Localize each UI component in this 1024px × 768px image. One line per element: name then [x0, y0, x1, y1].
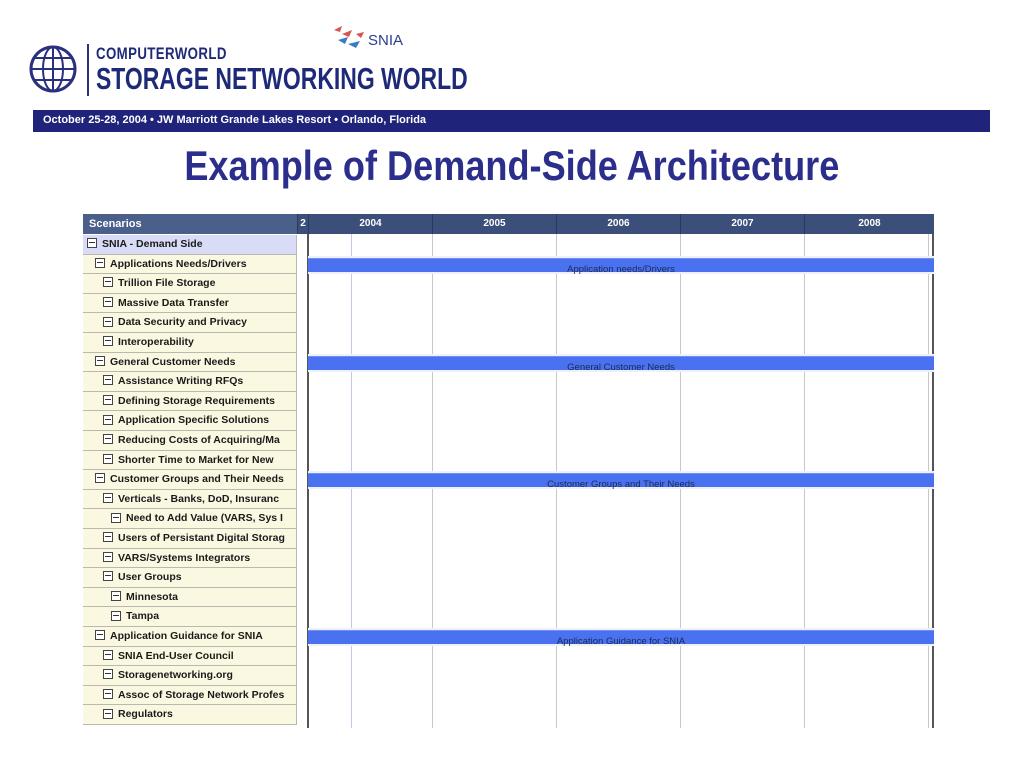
scenario-row[interactable] [83, 529, 297, 549]
scenario-row-label: User Groups [118, 571, 182, 584]
scenario-row[interactable] [83, 686, 297, 706]
timeline-bar-label: General Customer Needs [567, 361, 675, 373]
scenario-row[interactable] [83, 313, 297, 333]
collapse-icon[interactable] [95, 473, 105, 483]
collapse-icon[interactable] [103, 571, 113, 581]
collapse-icon[interactable] [103, 454, 113, 464]
year-header-5: 2008 [804, 214, 934, 234]
collapse-icon[interactable] [111, 513, 121, 523]
logo-divider [87, 44, 89, 96]
scenario-row-label: Tampa [126, 610, 160, 623]
collapse-icon[interactable] [103, 317, 113, 327]
scenario-row-label: Storagenetworking.org [118, 669, 233, 682]
scenario-row-label: Verticals - Banks, DoD, Insuranc [118, 492, 280, 505]
scenario-row[interactable] [83, 255, 297, 275]
scenario-row[interactable] [83, 274, 297, 294]
scenario-row-label: VARS/Systems Integrators [118, 551, 251, 564]
year-header-2: 2005 [432, 214, 556, 234]
scenario-row-label: Customer Groups and Their Needs [110, 473, 284, 486]
scenario-row-label: Users of Persistant Digital Storag [118, 532, 285, 544]
scenario-row[interactable] [83, 294, 297, 314]
collapse-icon[interactable] [103, 493, 113, 503]
scenario-row[interactable] [83, 666, 297, 686]
collapse-icon[interactable] [103, 415, 113, 425]
scenario-row-label: Application Guidance for SNIA [110, 630, 263, 642]
collapse-icon[interactable] [103, 532, 113, 542]
timeline-bar-label: Application needs/Drivers [567, 263, 675, 275]
scenario-row[interactable] [83, 372, 297, 392]
scenario-row-label: Trillion File Storage [118, 277, 216, 290]
scenario-row-label: Reducing Costs of Acquiring/Ma [118, 434, 280, 446]
collapse-icon[interactable] [103, 395, 113, 405]
year-header-0: 2 [297, 214, 308, 234]
scenario-row-label: Application Specific Solutions [118, 414, 270, 427]
collapse-icon[interactable] [103, 336, 113, 346]
event-banner-text: October 25-28, 2004 • JW Marriott Grande Lakes Resort • Orlando, Florida [43, 114, 427, 126]
scenario-row[interactable] [83, 705, 297, 725]
collapse-icon[interactable] [103, 552, 113, 562]
year-header-3: 2006 [556, 214, 680, 234]
timeline-bar-label: Customer Groups and Their Needs [547, 479, 695, 491]
scenario-row-label: Interoperability [118, 336, 194, 348]
scenario-row-label: Assoc of Storage Network Profes [118, 688, 285, 701]
year-header-4: 2007 [680, 214, 804, 234]
timeline-bar[interactable] [308, 356, 934, 373]
scenario-row[interactable] [83, 431, 297, 451]
collapse-icon[interactable] [103, 669, 113, 679]
scenario-row-label: Massive Data Transfer [118, 296, 229, 309]
slide-title-text: Example of Demand-Side Architecture [184, 142, 840, 189]
collapse-icon[interactable] [95, 356, 105, 366]
scenario-row-label: Applications Needs/Drivers [110, 257, 247, 270]
scenario-row-label: Data Security and Privacy [118, 316, 247, 329]
scenario-row[interactable] [83, 451, 297, 471]
scenario-row-label: Need to Add Value (VARS, Sys I [126, 512, 283, 525]
scenario-timeline-table [83, 214, 934, 728]
scenario-row[interactable] [83, 647, 297, 667]
scenario-row-label: Regulators [118, 708, 173, 721]
scenario-row[interactable] [83, 549, 297, 569]
computerworld-logo-text: COMPUTERWORLD [96, 44, 227, 63]
scenario-row-label: SNIA End-User Council [118, 649, 234, 662]
scenario-row[interactable] [83, 588, 297, 608]
timeline-bar[interactable] [308, 473, 934, 491]
timeline-bar[interactable] [308, 630, 934, 647]
slide-title [0, 142, 1024, 190]
collapse-icon[interactable] [111, 611, 121, 621]
collapse-icon[interactable] [103, 650, 113, 660]
scenario-row[interactable] [83, 235, 297, 255]
globe-logo-icon [28, 44, 78, 94]
year-header-1: 2004 [308, 214, 432, 234]
event-banner [33, 110, 990, 132]
timeline-bar[interactable] [308, 258, 934, 275]
collapse-icon[interactable] [103, 709, 113, 719]
scenario-row[interactable] [83, 333, 297, 353]
scenario-row[interactable] [83, 490, 297, 510]
scenario-row-label: Defining Storage Requirements [118, 394, 275, 407]
scenario-row[interactable] [83, 627, 297, 647]
scenario-row[interactable] [83, 568, 297, 588]
scenario-row[interactable] [83, 353, 297, 373]
collapse-icon[interactable] [103, 689, 113, 699]
collapse-icon[interactable] [111, 591, 121, 601]
scenario-row-label: SNIA - Demand Side [102, 238, 203, 250]
scenario-row-label: Minnesota [126, 590, 178, 603]
scenario-row-label: General Customer Needs [110, 355, 236, 368]
snia-logo-text: SNIA [368, 32, 404, 49]
collapse-icon[interactable] [103, 434, 113, 444]
scenario-row[interactable] [83, 607, 297, 627]
scenario-row[interactable] [83, 470, 297, 490]
scenario-row[interactable] [83, 392, 297, 412]
timeline-bar-label: Application Guidance for SNIA [556, 636, 686, 647]
collapse-icon[interactable] [87, 238, 97, 248]
collapse-icon[interactable] [103, 375, 113, 385]
collapse-icon[interactable] [95, 258, 105, 268]
scenario-row-label: Shorter Time to Market for New [118, 453, 274, 466]
scenario-row[interactable] [83, 411, 297, 431]
collapse-icon[interactable] [103, 297, 113, 307]
storage-networking-world-logo-text: STORAGE NETWORKING WORLD [96, 61, 468, 96]
collapse-icon[interactable] [103, 277, 113, 287]
collapse-icon[interactable] [95, 630, 105, 640]
scenario-row-label: Assistance Writing RFQs [118, 375, 244, 388]
scenario-row[interactable] [83, 509, 297, 529]
scenarios-header: Scenarios [83, 214, 297, 234]
